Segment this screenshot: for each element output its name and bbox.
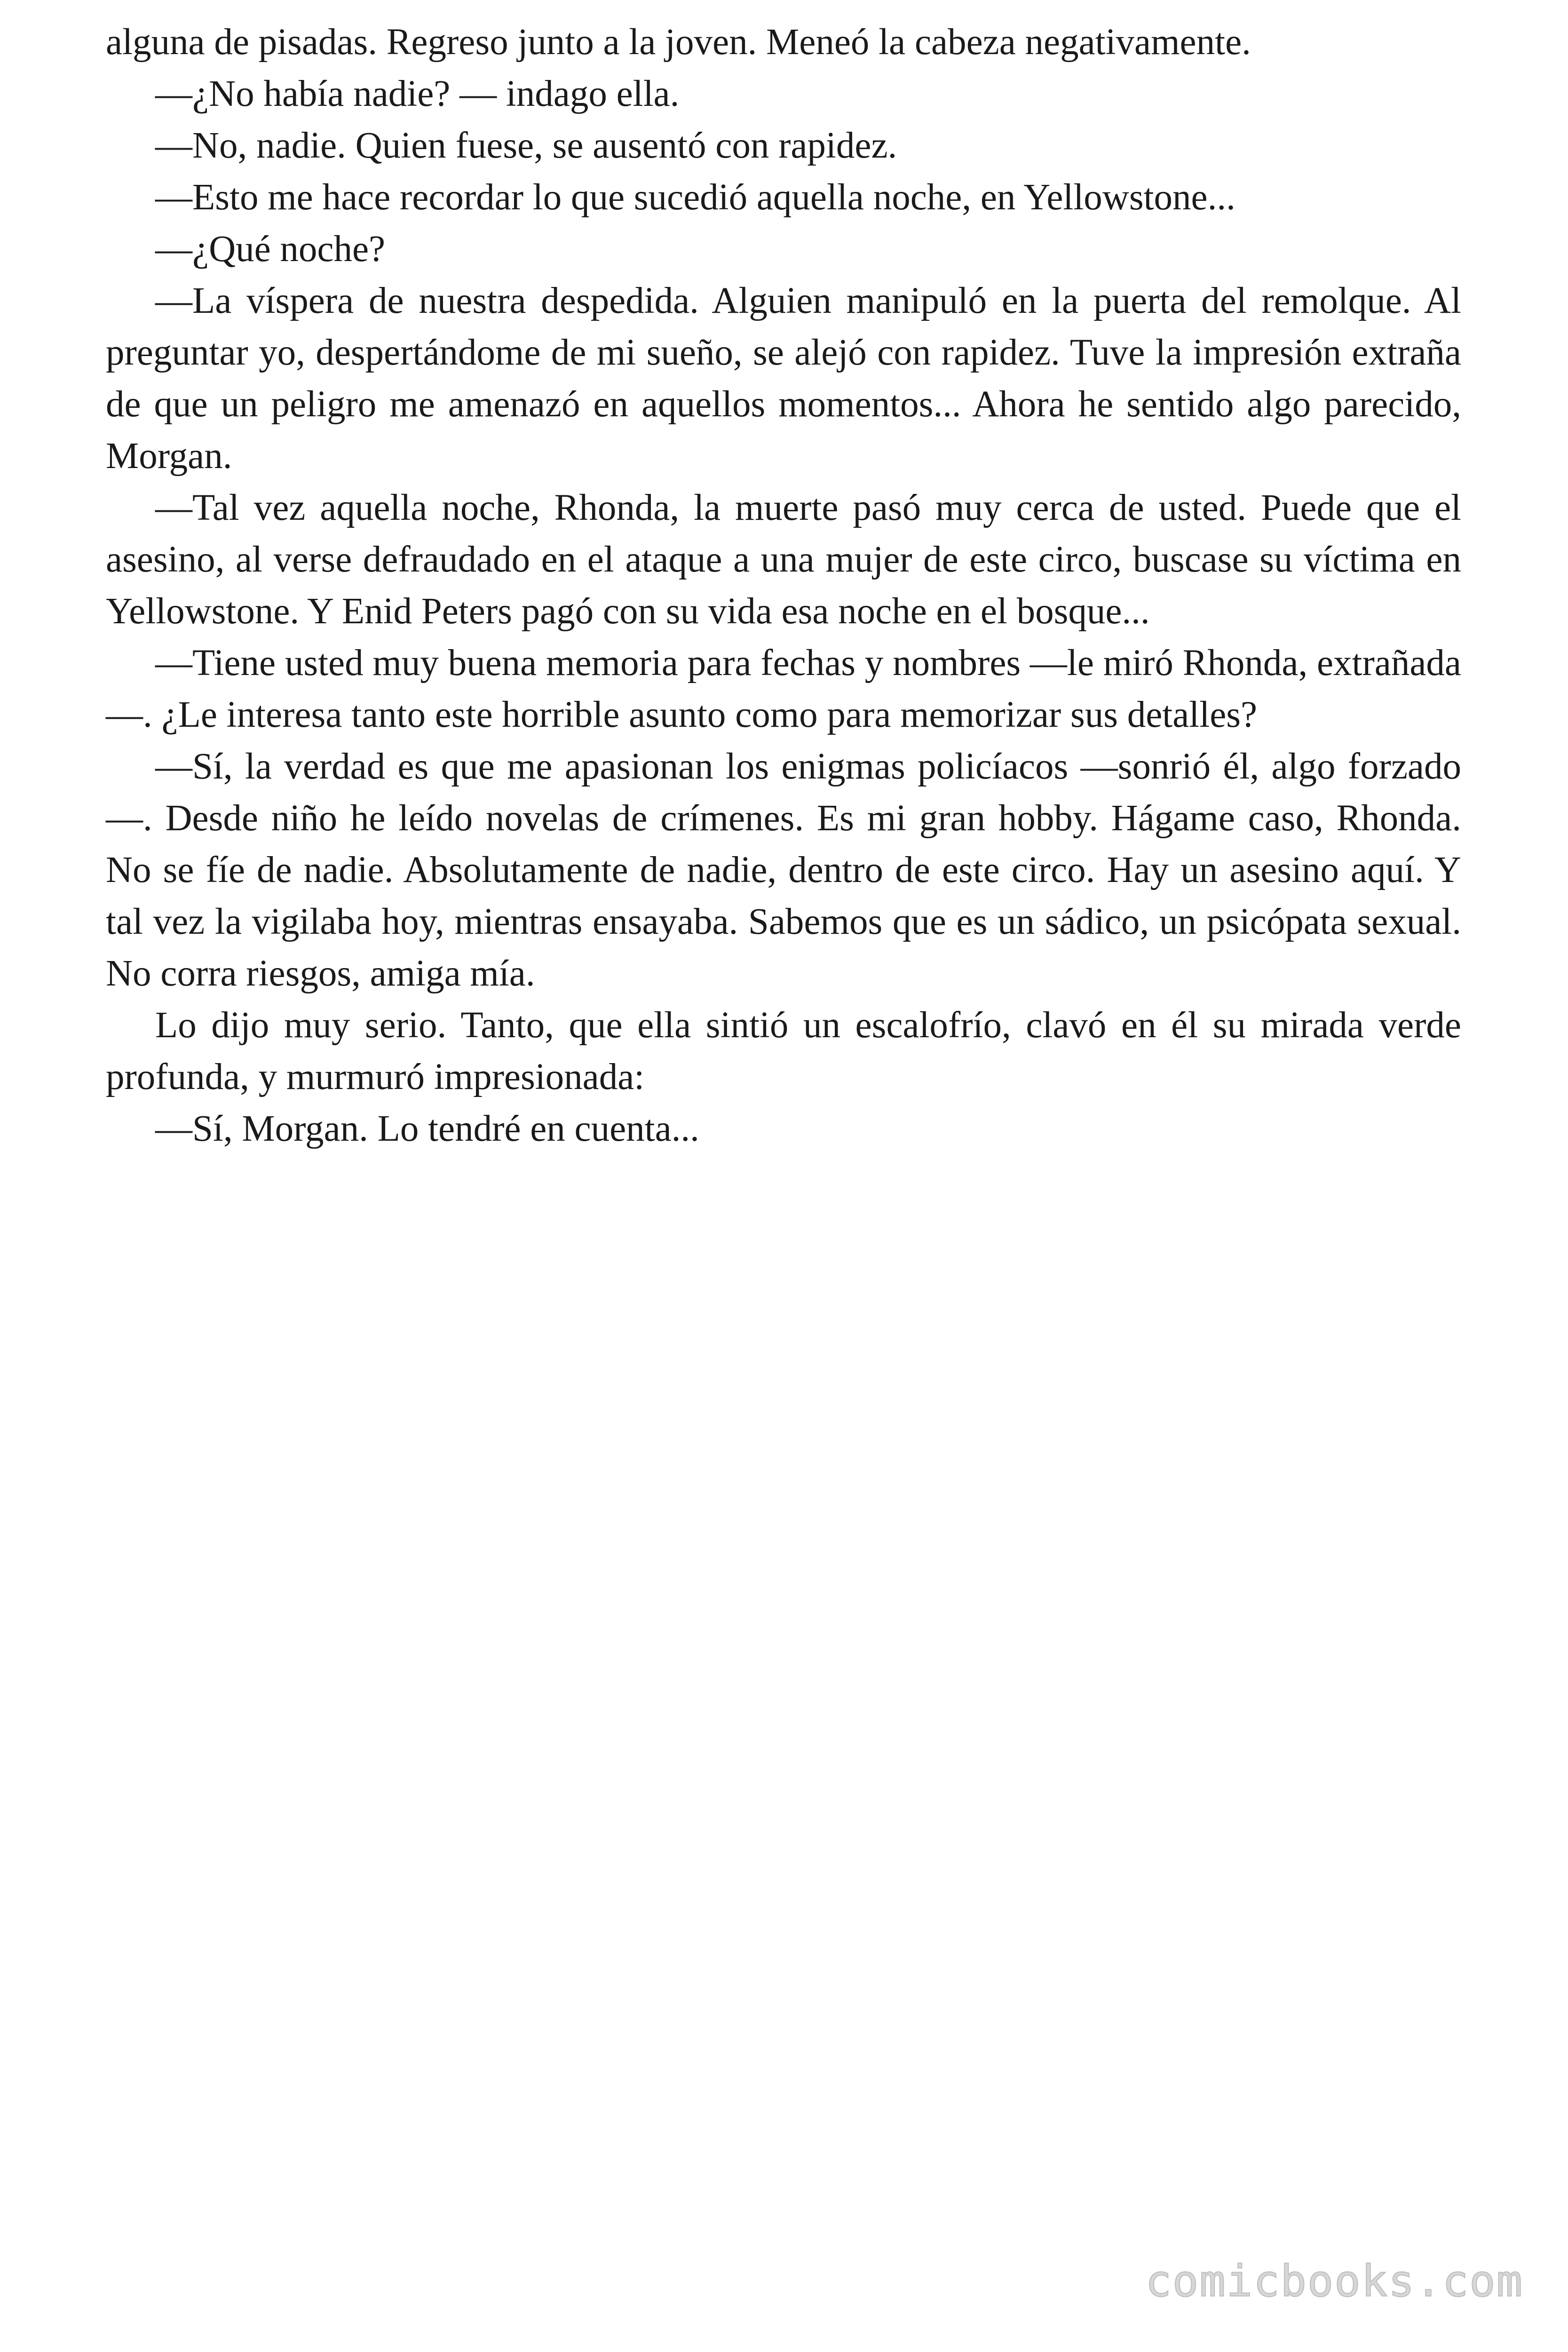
paragraph-dialogue: —Tiene usted muy buena memoria para fechas y nombres —le miró Rhonda, extrañada—. ¿Le interesa tanto este horrible asunto como para memorizar sus detalles? xyxy=(106,643,1461,735)
paragraph-dialogue: —No, nadie. Quien fuese, se ausentó con rapidez. xyxy=(155,125,897,166)
paragraph-narration: Lo dijo muy serio. Tanto, que ella sintió un escalofrío, clavó en él su mirada verde profunda, y murmuró impresionada: xyxy=(106,1005,1461,1097)
paragraph-dialogue: —Sí, Morgan. Lo tendré en cuenta... xyxy=(155,1108,699,1149)
paragraph-dialogue: —¿No había nadie? — indago ella. xyxy=(155,73,680,114)
paragraph-dialogue: —Tal vez aquella noche, Rhonda, la muerte pasó muy cerca de usted. Puede que el asesino, al verse defraudado en el ataque a una mujer de este circo, buscase su víctima en Yellowstone. Y Enid Peters pagó con su vida esa noche en el bosque... xyxy=(106,487,1461,632)
paragraph-dialogue: —La víspera de nuestra despedida. Alguien manipuló en la puerta del remolque. Al preguntar yo, despertándome de mi sueño, se alejó con rapidez. Tuve la impresión extraña de que un peligro me amenazó en aquellos momentos... Ahora he sentido algo parecido, Morgan. xyxy=(106,280,1461,477)
paragraph-dialogue: —Esto me hace recordar lo que sucedió aquella noche, en Yellowstone... xyxy=(155,177,1235,218)
body-text xyxy=(106,16,1461,1155)
site-watermark: comicbooks.com xyxy=(1145,2256,1523,2306)
paragraph-dialogue: —Sí, la verdad es que me apasionan los enigmas policíacos —sonrió él, algo forzado—. Desde niño he leído novelas de crímenes. Es mi gran hobby. Hágame caso, Rhonda. No se fíe de nadie. Absolutamente de nadie, dentro de este circo. Hay un asesino aquí. Y tal vez la vigilaba hoy, mientras ensayaba. Sabemos que es un sádico, un psicópata sexual. No corra riesgos, amiga mía. xyxy=(106,746,1461,994)
paragraph-continuation: alguna de pisadas. Regreso junto a la joven. Meneó la cabeza negativamente. xyxy=(106,22,1251,63)
paragraph-dialogue: —¿Qué noche? xyxy=(155,229,386,270)
